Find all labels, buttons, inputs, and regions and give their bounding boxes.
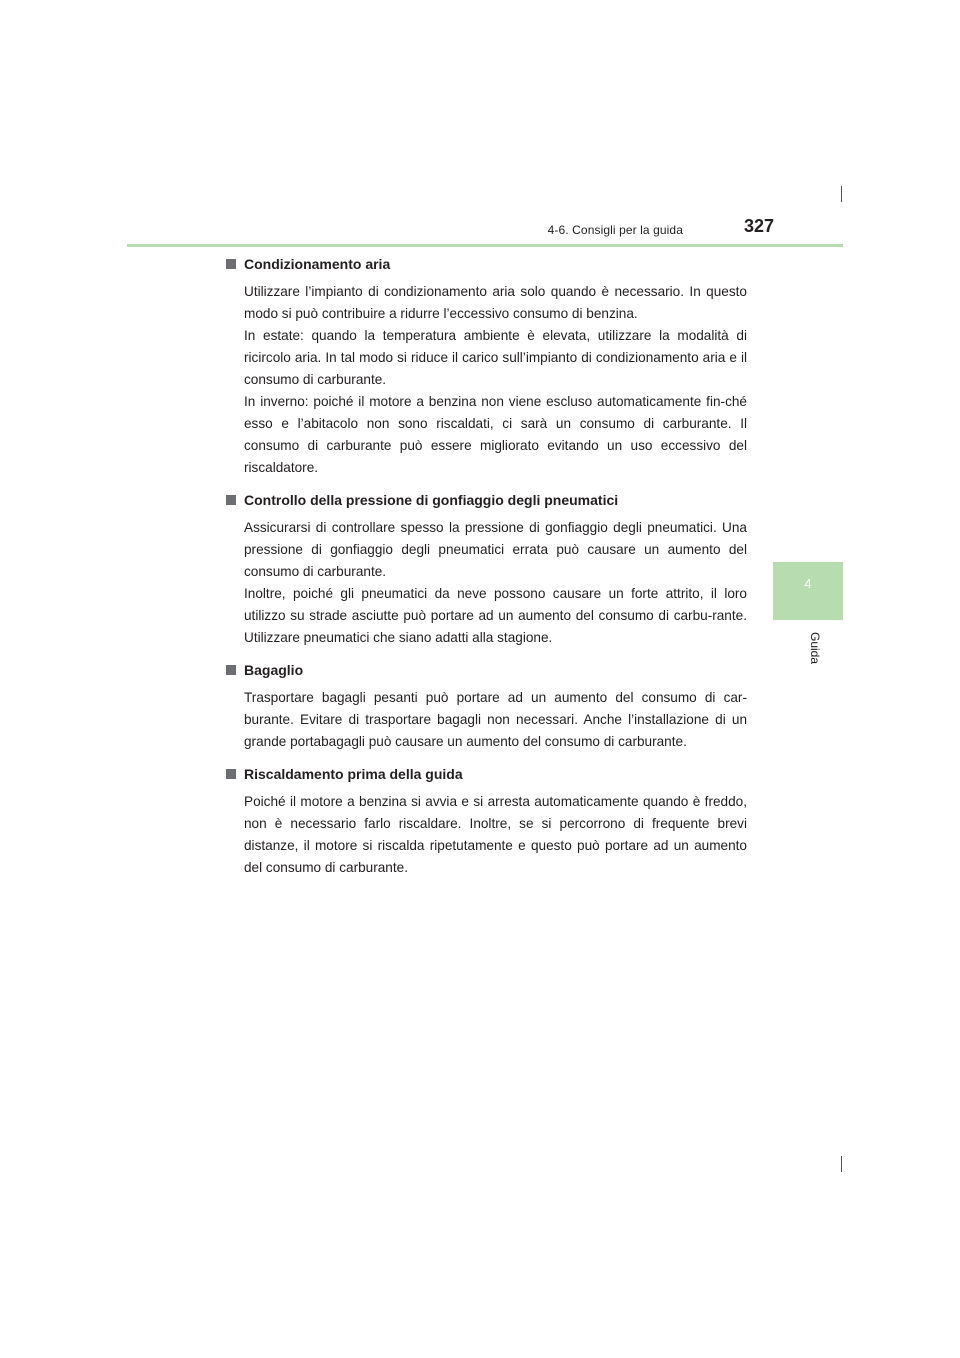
paragraph: Assicurarsi di controllare spesso la pressione di gonfiaggio degli pneumatici. Una pressione di gonfiaggio degli pneumatici errata può causare un aumento del consumo di carburante.: [244, 520, 747, 579]
heading-text: Bagaglio: [244, 662, 304, 678]
section-heading: [226, 489, 747, 511]
paragraph: In estate: quando la temperatura ambiente è elevata, utilizzare la modalità di ricircolo aria. In tal modo si riduce il carico sull’impianto di condizionamento aria e il consumo di carburante.: [244, 328, 747, 387]
page-number: 327: [743, 216, 774, 236]
section-heading: [226, 659, 747, 681]
paragraph: Inoltre, poiché gli pneumatici da neve possono causare un forte attrito, il loro utilizzo su strade asciutte può portare ad un aumento del consumo di carbu-rante. Utilizzare pneumatici che siano adatti alla stagione.: [244, 586, 747, 645]
crop-mark-top: [841, 186, 842, 202]
heading-text: Condizionamento aria: [244, 256, 391, 272]
section-title: 4-6. Consigli per la guida: [547, 223, 683, 237]
header-rule: [127, 244, 843, 247]
paragraph: Utilizzare l’impianto di condizionamento aria solo quando è necessario. In questo modo si può contribuire a ridurre l’eccessivo consumo di benzina.: [244, 284, 747, 321]
section-air-conditioning: [226, 253, 747, 479]
paragraph: Poiché il motore a benzina si avvia e si arresta automaticamente quando è freddo, non è necessario farlo riscaldare. Inoltre, se si percorrono di frequente brevi distanze, il motore si riscalda ripetutamente e questo può portare ad un aumento del consumo di carburante.: [244, 794, 747, 875]
square-bullet-icon: [226, 259, 236, 269]
section-heading: [226, 763, 747, 785]
section-heading: [226, 253, 747, 275]
page-header: [127, 214, 843, 246]
section-warm-up: [226, 763, 747, 879]
crop-mark-bottom: [841, 1156, 842, 1172]
square-bullet-icon: [226, 495, 236, 505]
heading-text: Controllo della pressione di gonfiaggio degli pneumatici: [244, 492, 619, 508]
chapter-label: Guida: [808, 632, 822, 665]
heading-text: Riscaldamento prima della guida: [244, 766, 463, 782]
section-body: [244, 791, 747, 879]
square-bullet-icon: [226, 665, 236, 675]
section-body: [244, 281, 747, 479]
section-luggage: [226, 659, 747, 753]
section-tire-pressure: [226, 489, 747, 649]
section-body: [244, 517, 747, 649]
section-body: [244, 687, 747, 753]
paragraph: In inverno: poiché il motore a benzina non viene escluso automaticamente fin-ché esso e l’abitacolo non sono riscaldati, ci sarà un consumo di carburante. Il consumo di carburante può essere migliorato evitando un uso eccessivo del riscaldatore.: [244, 394, 747, 475]
chapter-number: 4: [804, 576, 812, 591]
page-content: [226, 253, 747, 889]
square-bullet-icon: [226, 769, 236, 779]
paragraph: Trasportare bagagli pesanti può portare ad un aumento del consumo di car-burante. Evitare di trasportare bagagli non necessari. Anche l’installazione di un grande portabagagli può causare un aumento del consumo di carburante.: [244, 690, 747, 749]
chapter-tab: [773, 562, 843, 620]
